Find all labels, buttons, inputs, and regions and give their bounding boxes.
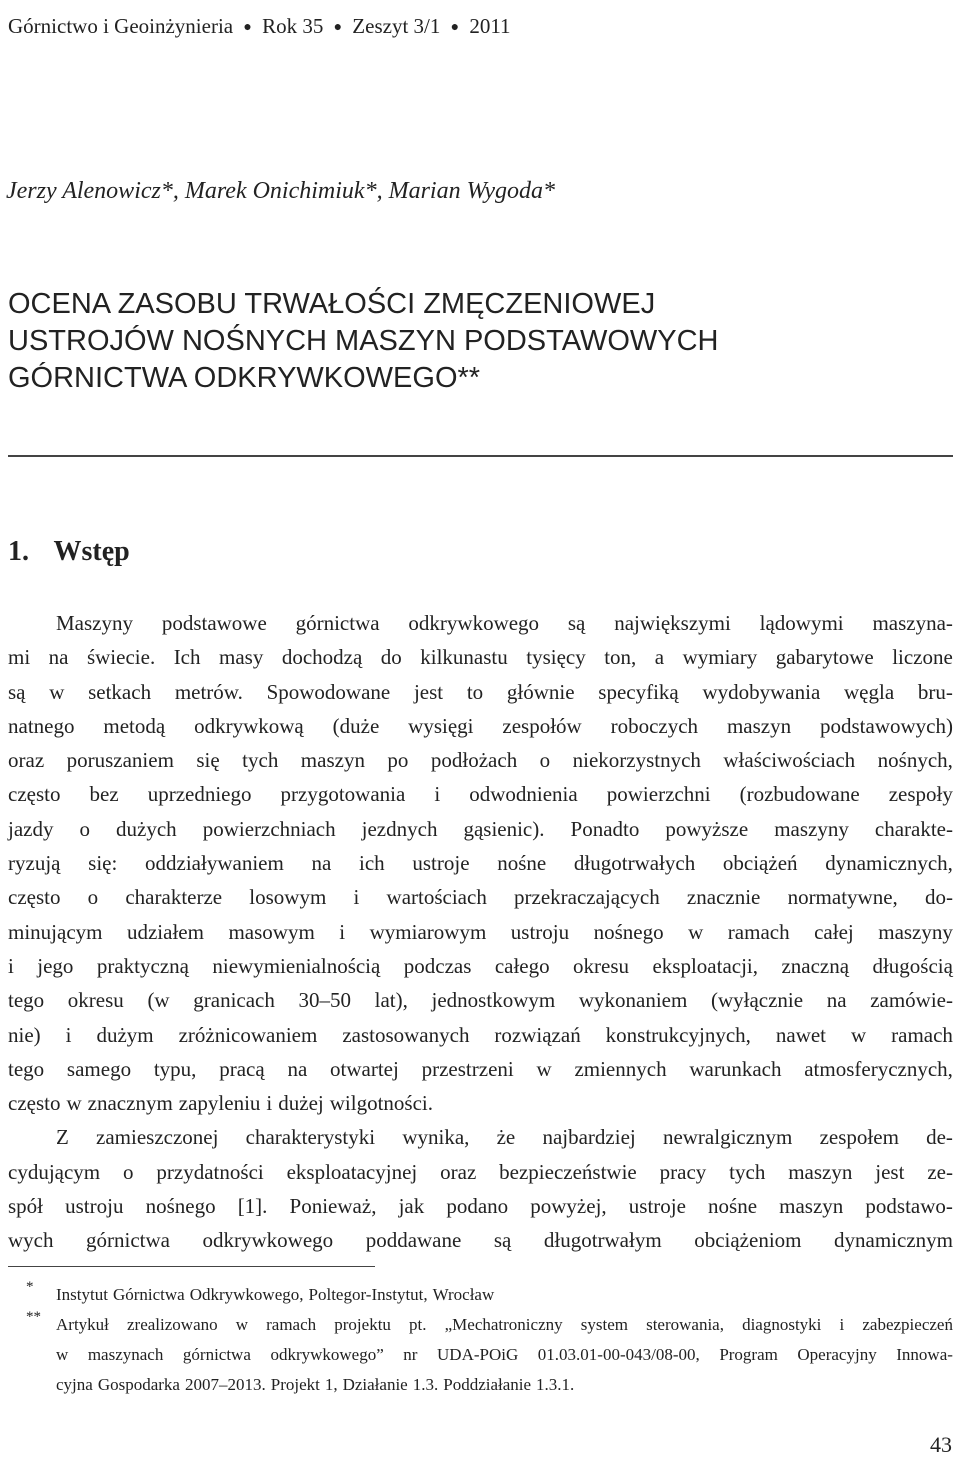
word: okresu — [573, 953, 630, 978]
word: podstawowych) — [820, 713, 953, 738]
word: wysięgi — [408, 713, 474, 738]
word: na — [826, 988, 847, 1013]
word: okresu — [67, 988, 124, 1013]
word: dużym — [96, 1022, 154, 1047]
word: Program — [719, 1345, 778, 1364]
word: oddziaływaniem — [145, 851, 284, 876]
word: (w — [147, 988, 170, 1013]
word: wymiary — [682, 645, 758, 670]
word: długością — [872, 953, 953, 978]
text-line — [8, 1189, 953, 1223]
word: ramach — [727, 919, 790, 944]
title-line: GÓRNICTWA ODKRYWKOWEGO** — [8, 362, 481, 394]
word: maszyna- — [872, 611, 953, 635]
word: [1]. — [237, 1194, 268, 1219]
word: lat), — [374, 988, 408, 1013]
word: odwodnienia — [469, 782, 578, 807]
word: bru- — [917, 679, 953, 704]
footnote-line — [56, 1310, 953, 1340]
word: sterowania, — [646, 1315, 724, 1334]
word: kilkunastu — [420, 645, 508, 670]
word: przygotowania — [280, 782, 406, 807]
footnote-divider — [8, 1266, 375, 1267]
word: cydującym — [8, 1159, 101, 1184]
word: gabarytowe — [775, 645, 874, 670]
word: zapyleniu — [178, 1091, 261, 1116]
word: Wrocław — [432, 1285, 495, 1304]
word: uprzedniego — [147, 782, 252, 807]
footnote-mark: ** — [26, 1309, 41, 1325]
word: charakte- — [874, 816, 953, 841]
word: jego — [37, 953, 74, 978]
footnote-line — [56, 1370, 953, 1400]
word: ustroje — [412, 851, 470, 876]
text-line — [8, 846, 953, 880]
word: nie) — [8, 1022, 41, 1047]
word: odkrywkowego — [202, 1228, 334, 1253]
text-line — [8, 675, 953, 709]
word: tych — [242, 748, 279, 773]
word: maszyn — [300, 748, 365, 773]
word: nr — [403, 1345, 418, 1364]
word: zespołem — [819, 1125, 899, 1150]
word: i — [65, 1022, 72, 1047]
word: po — [387, 748, 409, 773]
footnote — [8, 1310, 953, 1400]
word: Górnictwa — [112, 1285, 185, 1304]
word: się — [196, 748, 220, 773]
word: pracą — [219, 1056, 265, 1081]
word: przestrzeni — [421, 1056, 514, 1081]
journal-year: 2011 — [469, 14, 511, 38]
bullet-separator: ● — [450, 20, 460, 35]
word: spół — [8, 1194, 44, 1219]
text-line — [8, 915, 953, 949]
word: otwartej — [330, 1056, 399, 1081]
word: charakterze — [125, 885, 223, 910]
word: nośnych, — [877, 748, 953, 773]
bullet-separator: ● — [243, 20, 252, 35]
title-line: OCENA ZASOBU TRWAŁOŚCI ZMĘCZENIOWEJ — [8, 288, 656, 320]
word: setkach — [88, 679, 152, 704]
word: powyższe — [665, 816, 749, 841]
word: wynika, — [402, 1125, 470, 1150]
word: w — [536, 1056, 552, 1081]
journal-header — [8, 14, 511, 39]
word: konstrukcyjnych, — [605, 1022, 751, 1047]
word: pracy — [659, 1159, 707, 1184]
word: zrealizowano — [127, 1315, 218, 1334]
word: Spowodowane — [266, 679, 391, 704]
word: bez — [89, 782, 119, 807]
word: Ich — [173, 645, 201, 670]
word: dużych — [116, 816, 177, 841]
word: w — [235, 1315, 249, 1334]
word: Ponadto — [570, 816, 640, 841]
word: projektu — [334, 1315, 391, 1334]
word: właściwościach — [723, 748, 856, 773]
word: 1, — [324, 1375, 338, 1394]
text-line — [8, 743, 953, 777]
text-line — [8, 1155, 953, 1189]
word: przekraczających — [514, 885, 660, 910]
word: dynamicznych, — [825, 851, 953, 876]
author-list: Jerzy Alenowicz*, Marek Onichimiuk*, Marian Wygoda* — [6, 178, 556, 204]
word: typu, — [153, 1056, 197, 1081]
word: zespoły — [888, 782, 953, 807]
word: nośnego — [593, 919, 664, 944]
word: (rozbudowane — [739, 782, 860, 807]
word: Instytut — [56, 1285, 108, 1304]
word: newralgicznym — [662, 1125, 793, 1150]
bullet-separator: ● — [333, 20, 343, 35]
word: o — [123, 1159, 134, 1184]
text-line — [8, 1223, 953, 1257]
word: Projekt — [270, 1375, 320, 1394]
word: wilgotności. — [329, 1091, 433, 1116]
word: metodą — [103, 713, 166, 738]
word: o — [79, 816, 90, 841]
word: eksploatacji, — [652, 953, 759, 978]
word: 2007–2013. — [184, 1375, 266, 1394]
word: często — [8, 782, 61, 807]
word: i — [339, 919, 346, 944]
word: świecie. — [86, 645, 156, 670]
text-line — [8, 983, 953, 1017]
word: do- — [924, 885, 953, 910]
word: Działanie — [342, 1375, 408, 1394]
journal-name: Górnictwo i Geoinżynieria — [8, 14, 234, 38]
word: w — [56, 1345, 69, 1364]
word: poddawane — [365, 1228, 462, 1253]
word: górnictwa — [86, 1228, 170, 1253]
word: „Mechatroniczny — [444, 1315, 563, 1334]
word: na — [311, 851, 332, 876]
word: jazdy — [8, 816, 54, 841]
word: zamówie- — [870, 988, 953, 1013]
word: liczone — [892, 645, 953, 670]
word: 1.3. — [412, 1375, 439, 1394]
word: odkrywkową — [194, 713, 304, 738]
word: największymi — [614, 611, 731, 635]
word: ustroje — [628, 1194, 686, 1219]
word: samego — [66, 1056, 132, 1081]
word: cyjna — [56, 1375, 93, 1394]
word: podłożach — [430, 748, 518, 773]
word: Artykuł — [56, 1315, 109, 1334]
word: roboczych — [610, 713, 699, 738]
word: długotrwałym — [543, 1228, 662, 1253]
word: jednostkowym — [431, 988, 556, 1013]
word: niekorzystnych — [572, 748, 701, 773]
word: odkrywkowego” — [270, 1345, 384, 1364]
word: ryzują — [8, 851, 61, 876]
section-number: 1. — [8, 536, 29, 567]
word: lądowymi — [759, 611, 844, 635]
word: maszyn — [726, 713, 792, 738]
word: podczas — [403, 953, 472, 978]
journal-issue: Zeszyt 3/1 — [352, 14, 441, 38]
word: maszyny — [774, 816, 849, 841]
word: Maszyny — [56, 611, 133, 635]
word: są — [567, 611, 586, 635]
word: niewymienialnością — [212, 953, 381, 978]
word: ustroju — [510, 919, 570, 944]
word: są — [8, 679, 26, 704]
word: bezpieczeństwie — [499, 1159, 637, 1184]
word: system — [580, 1315, 628, 1334]
text-line — [8, 812, 953, 846]
page-number: 43 — [930, 1432, 952, 1457]
text-line — [8, 1052, 953, 1086]
word: (duże — [332, 713, 380, 738]
paragraph — [8, 606, 953, 1120]
word: dynamicznym — [834, 1228, 953, 1253]
word: pt. — [409, 1315, 427, 1334]
word: znaczną — [781, 953, 850, 978]
paragraph — [8, 1120, 953, 1257]
word: oraz — [8, 748, 45, 773]
word: maszyny — [878, 919, 953, 944]
word: praktyczną — [96, 953, 189, 978]
word: na — [287, 1056, 308, 1081]
word: w — [851, 1022, 867, 1047]
word: powyżej, — [530, 1194, 607, 1219]
word: Innowa- — [896, 1345, 953, 1364]
text-line — [8, 1120, 953, 1154]
word: granicach — [193, 988, 275, 1013]
word: wartościach — [386, 885, 487, 910]
word: eksploatacyjnej — [286, 1159, 418, 1184]
section-title: Wstęp — [53, 536, 130, 567]
word: i — [434, 782, 441, 807]
word: rozwiązań — [494, 1022, 581, 1047]
word: masowym — [228, 919, 315, 944]
word: diagnostyki — [742, 1315, 822, 1334]
word: Poltegor-Instytut, — [308, 1285, 428, 1304]
word: UDA-POiG — [437, 1345, 519, 1364]
word: i — [266, 1091, 273, 1116]
word: zmiennych — [574, 1056, 667, 1081]
word: zespołów — [502, 713, 582, 738]
word: całego — [494, 953, 550, 978]
word: 1.3.1. — [536, 1375, 575, 1394]
word: metrów. — [174, 679, 243, 704]
word: o — [539, 748, 551, 773]
word: i — [8, 953, 14, 978]
word: ramach — [891, 1022, 953, 1047]
word: węgla — [844, 679, 895, 704]
word: udziałem — [126, 919, 204, 944]
text-line — [8, 1086, 953, 1120]
word: całej — [814, 919, 854, 944]
word: jak — [398, 1194, 425, 1219]
word: Gospodarka — [97, 1375, 180, 1394]
word: gąsienic). — [463, 816, 545, 841]
word: powierzchni — [606, 782, 711, 807]
footnote-line — [56, 1280, 953, 1310]
word: ton, — [604, 645, 637, 670]
word: (wyłącznie — [710, 988, 804, 1013]
word: podstawowe — [161, 611, 267, 635]
footnote — [8, 1280, 953, 1310]
word: masy — [219, 645, 264, 670]
word: przydatności — [156, 1159, 264, 1184]
word: jest — [875, 1159, 905, 1184]
word: w — [49, 679, 65, 704]
word: zamieszczonej — [96, 1125, 219, 1150]
word: nośnego — [145, 1194, 216, 1219]
word: dużej — [278, 1091, 324, 1116]
word: i — [353, 885, 360, 910]
word: Poddziałanie — [443, 1375, 532, 1394]
word: o — [87, 885, 99, 910]
title-line: USTROJÓW NOŚNYCH MASZYN PODSTAWOWYCH — [8, 325, 719, 357]
word: to — [466, 679, 484, 704]
word: oraz — [440, 1159, 477, 1184]
text-line — [8, 1018, 953, 1052]
word: głównie — [506, 679, 575, 704]
footnotes — [8, 1280, 953, 1400]
word: znacznie — [686, 885, 761, 910]
word: że — [496, 1125, 516, 1150]
word: zastosowanych — [342, 1022, 470, 1047]
word: specyfiką — [598, 679, 679, 704]
word: na — [48, 645, 69, 670]
word: są — [493, 1228, 512, 1253]
word: minującym — [8, 919, 103, 944]
word: jest — [413, 679, 444, 704]
text-line — [8, 606, 953, 640]
word: podano — [446, 1194, 509, 1219]
word: normatywne, — [787, 885, 898, 910]
word: tego — [8, 1056, 45, 1081]
word: Odkrywkowego, — [189, 1285, 304, 1304]
word: znacznym — [87, 1091, 173, 1116]
word: górnictwa — [295, 611, 380, 635]
title-divider — [8, 455, 953, 457]
text-line — [8, 709, 953, 743]
word: ich — [359, 851, 385, 876]
word: najbardziej — [542, 1125, 636, 1150]
word: ustroju — [65, 1194, 124, 1219]
word: atmosferycznych, — [804, 1056, 953, 1081]
word: tych — [729, 1159, 766, 1184]
word: jezdnych — [361, 816, 438, 841]
word: obciążeniom — [694, 1228, 802, 1253]
word: zabezpieczeń — [862, 1315, 953, 1334]
word: wymiarowym — [369, 919, 487, 944]
paper-title — [8, 286, 719, 397]
text-line — [8, 777, 953, 811]
word: nawet — [775, 1022, 827, 1047]
word: maszyn — [779, 1194, 844, 1219]
word: się: — [88, 851, 118, 876]
word: w — [66, 1091, 82, 1116]
word: Operacyjny — [797, 1345, 877, 1364]
body-text — [8, 606, 953, 1258]
word: powierzchniach — [202, 816, 336, 841]
word: często — [8, 1091, 61, 1116]
word: de- — [926, 1125, 953, 1150]
word: warunkach — [689, 1056, 782, 1081]
word: wydobywania — [702, 679, 821, 704]
word: długotrwałych — [573, 851, 696, 876]
word: natnego — [8, 713, 75, 738]
word: a — [654, 645, 665, 670]
word: 30–50 — [298, 988, 352, 1013]
word: podstawo- — [865, 1194, 953, 1219]
word: wykonaniem — [578, 988, 688, 1013]
word: obciążeń — [722, 851, 798, 876]
word: maszynach — [87, 1345, 164, 1364]
word: tysięcy — [526, 645, 586, 670]
word: ze- — [927, 1159, 953, 1184]
text-line — [8, 949, 953, 983]
word: nośne — [708, 1194, 758, 1219]
word: nośne — [497, 851, 547, 876]
section-heading — [8, 536, 130, 568]
word: losowym — [249, 885, 327, 910]
journal-volume: Rok 35 — [262, 14, 324, 38]
footnote-line — [56, 1340, 953, 1370]
word: ramach — [266, 1315, 317, 1334]
text-line — [8, 880, 953, 914]
footnote-mark: * — [26, 1279, 34, 1295]
text-line — [8, 640, 953, 674]
word: mi — [8, 645, 31, 670]
word: zróżnicowaniem — [178, 1022, 318, 1047]
word: często — [8, 885, 61, 910]
word: w — [688, 919, 704, 944]
word: do — [380, 645, 402, 670]
word: charakterystyki — [245, 1125, 376, 1150]
word: odkrywkowego — [408, 611, 540, 635]
word: Z — [56, 1125, 69, 1150]
word: tego — [8, 988, 45, 1013]
word: górnictwa — [182, 1345, 251, 1364]
word: i — [839, 1315, 845, 1334]
word: Ponieważ, — [289, 1194, 377, 1219]
word: poruszaniem — [66, 748, 174, 773]
word: wych — [8, 1228, 54, 1253]
word: maszyn — [788, 1159, 853, 1184]
word: 01.03.01-00-043/08-00, — [537, 1345, 700, 1364]
word: dochodzą — [281, 645, 363, 670]
